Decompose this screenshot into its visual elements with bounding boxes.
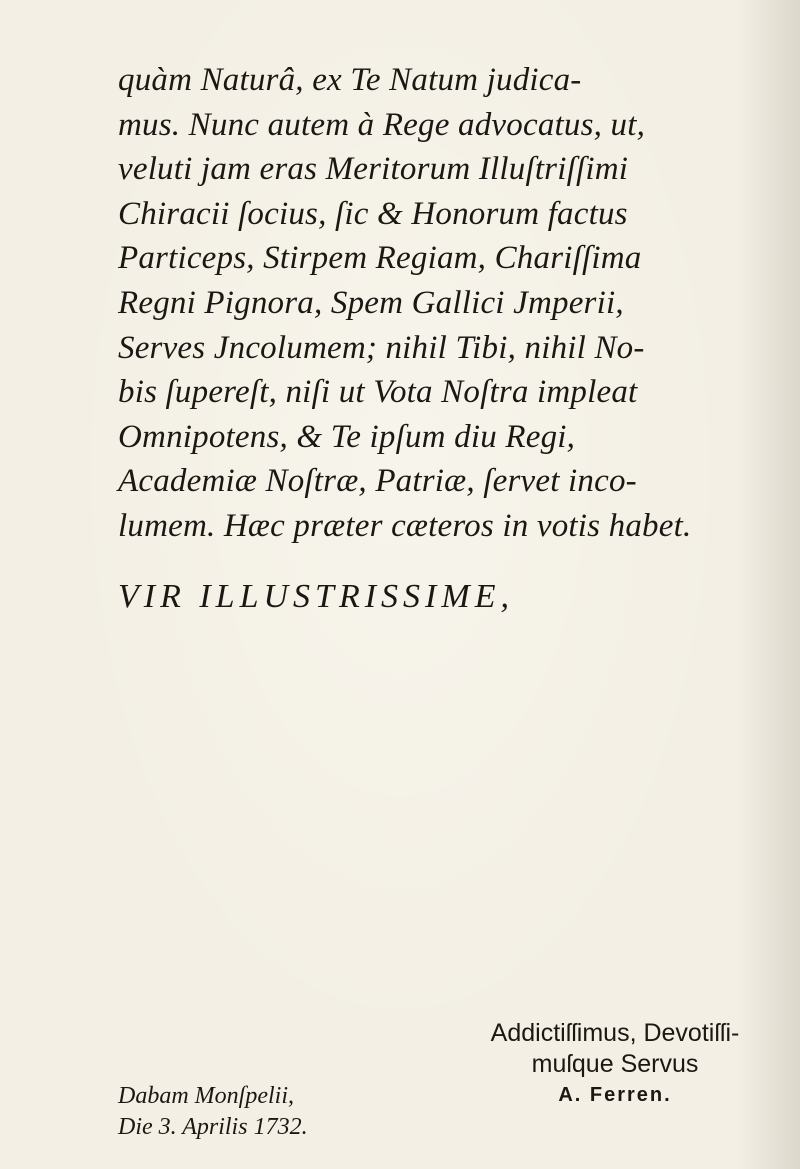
paragraph-line-1: quàm Naturâ, ex Te Natum judica- — [118, 62, 582, 98]
paragraph-line-3: veluti jam eras Meritorum Illuſtriſſimi — [118, 151, 629, 188]
signature-line-2: muſque Servus — [531, 1050, 699, 1078]
signature-name: A. Ferren. — [558, 1084, 672, 1106]
paragraph-line-9: Omnipotens, & Te ipſum diu Regi, — [118, 418, 576, 455]
signature-block — [455, 1018, 775, 1110]
paragraph-line-7: Serves Jncolumem; nihil Tibi, nihil No- — [118, 329, 645, 366]
paragraph-line-2: mus. Nunc autem à Rege advocatus, ut, — [118, 106, 646, 143]
salutation-heading: VIR ILLUSTRISSIME, — [118, 578, 514, 615]
paragraph-line-10: Academiæ Noſtræ, Patriæ, ſervet inco- — [118, 463, 637, 500]
signature-line-1: Addictiſſimus, Devotiſſi- — [490, 1019, 740, 1047]
paragraph-line-6: Regni Pignora, Spem Gallici Jmperii, — [118, 284, 624, 321]
paragraph-line-8: bis ſupereſt, niſi ut Vota Noſtra impleat — [118, 374, 638, 411]
dateline — [118, 1081, 308, 1143]
paragraph-line-11: lumem. Hæc præter cæteros in votis habet. — [118, 507, 692, 544]
paragraph-line-5: Particeps, Stirpem Regiam, Chariſſima — [118, 240, 642, 277]
dateline-date: Die 3. Aprilis 1732. — [118, 1114, 308, 1140]
paragraph-line-4: Chiracii ſocius, ſic & Honorum factus — [118, 195, 628, 232]
dateline-place: Dabam Monſpelii, — [118, 1083, 294, 1109]
dedication-paragraph — [118, 58, 758, 549]
